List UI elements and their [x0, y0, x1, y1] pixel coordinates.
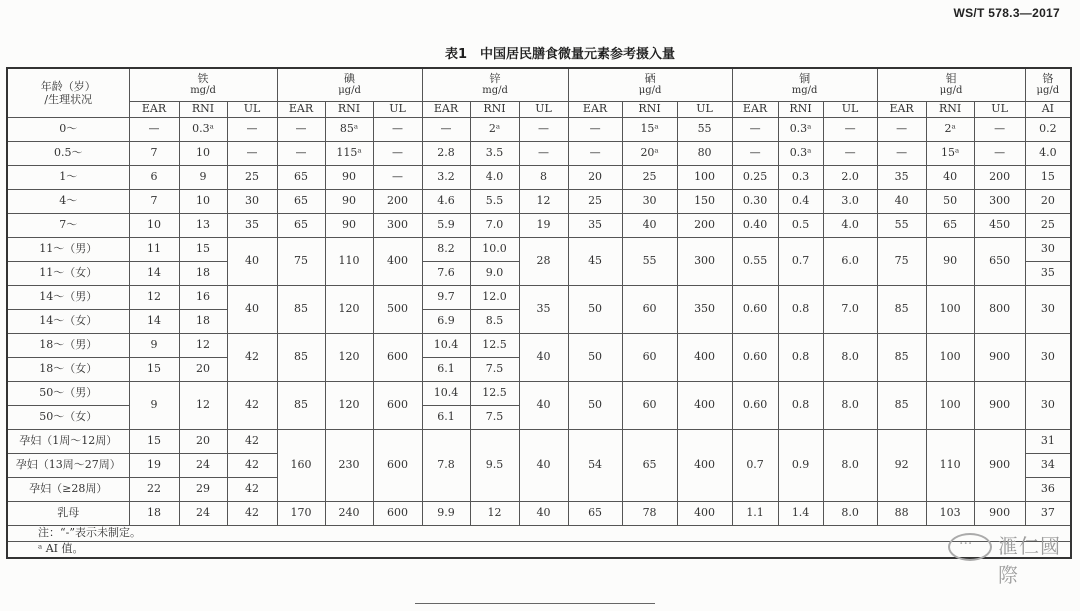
table-footnote: ᵃ AI 值。	[7, 541, 1071, 558]
table-row: 7～ 10 13 35 65 90 300 5.9 7.0 19 35 40 200 0.40 0.5 4.0 55 65 450 25	[7, 213, 1071, 237]
table-row: 50～（女） 6.1 7.5	[7, 405, 1071, 429]
watermark-text: 滙仁國際	[998, 534, 1061, 587]
table-note: 注：“-”表示未制定。	[7, 525, 1071, 541]
standard-code: WS/T 578.3—2017	[953, 6, 1060, 20]
table-row: 1～ 6 9 25 65 90 — 3.2 4.0 8 20 25 100 0.25 0.3 2.0 35 40 200 15	[7, 165, 1071, 189]
element-header-iodine: 碘 μg/d	[277, 68, 422, 101]
wechat-icon	[948, 533, 992, 561]
table-row: 11～（男） 11 15 40 75 110 400 8.2 10.0 28 45 55 300 0.55 0.7 6.0 75 90 650 30	[7, 237, 1071, 261]
table-title: 表1 中国居民膳食微量元素参考摄入量	[444, 47, 676, 62]
table-row: 18～（女） 15 20 6.1 7.5	[7, 357, 1071, 381]
table-row: 18～（男） 9 12 42 85 120 600 10.4 12.5 40 50 60 400 0.60 0.8 8.0 85 100 900 30	[7, 333, 1071, 357]
table-row: 14～（女） 14 18 6.9 8.5	[7, 309, 1071, 333]
element-header-chromium: 铬 μg/d	[1025, 68, 1071, 101]
table-row: 11～（女） 14 18 7.6 9.0 35	[7, 261, 1071, 285]
subheader-row: EAR RNI UL EAR RNI UL EAR RNI UL EAR RNI UL EAR RNI UL EAR RNI UL AI	[7, 101, 1071, 117]
element-header-molybdenum: 钼 μg/d	[877, 68, 1025, 101]
footer-rule	[415, 603, 655, 604]
table-row: 0～ — 0.3ᵃ — — 85ᵃ — — 2ᵃ — — 15ᵃ 55 — 0.3ᵃ — — 2ᵃ — 0.2	[7, 117, 1071, 141]
table-row: 14～（男） 12 16 40 85 120 500 9.7 12.0 35 50 60 350 0.60 0.8 7.0 85 100 800 30	[7, 285, 1071, 309]
table-row: 孕妇（≥28周） 22 29 42 36	[7, 477, 1071, 501]
table-row: 4～ 7 10 30 65 90 200 4.6 5.5 12 25 30 150 0.30 0.4 3.0 40 50 300 20	[7, 189, 1071, 213]
table-row: 50～（男） 9 12 42 85 120 600 10.4 12.5 40 50 60 400 0.60 0.8 8.0 85 100 900 30	[7, 381, 1071, 405]
table-row: 孕妇（13周～27周） 19 24 42 34	[7, 453, 1071, 477]
table-row: 孕妇（1周～12周） 15 20 42 160 230 600 7.8 9.5 40 54 65 400 0.7 0.9 8.0 92 110 900 31	[7, 429, 1071, 453]
element-header-selenium: 硒 μg/d	[568, 68, 732, 101]
table-row: 乳母 18 24 42 170 240 600 9.9 12 40 65 78 400 1.1 1.4 8.0 88 103 900 37	[7, 501, 1071, 525]
table-row: 0.5～ 7 10 — — 115ᵃ — 2.8 3.5 — — 20ᵃ 80 — 0.3ᵃ — — 15ᵃ — 4.0	[7, 141, 1071, 165]
age-header: 年龄（岁） /生理状况	[7, 68, 129, 117]
trace-element-dri-table	[6, 67, 1072, 559]
element-header-copper: 铜 mg/d	[732, 68, 877, 101]
element-header-iron: 铁 mg/d	[129, 68, 277, 101]
element-header-zinc: 锌 mg/d	[422, 68, 568, 101]
